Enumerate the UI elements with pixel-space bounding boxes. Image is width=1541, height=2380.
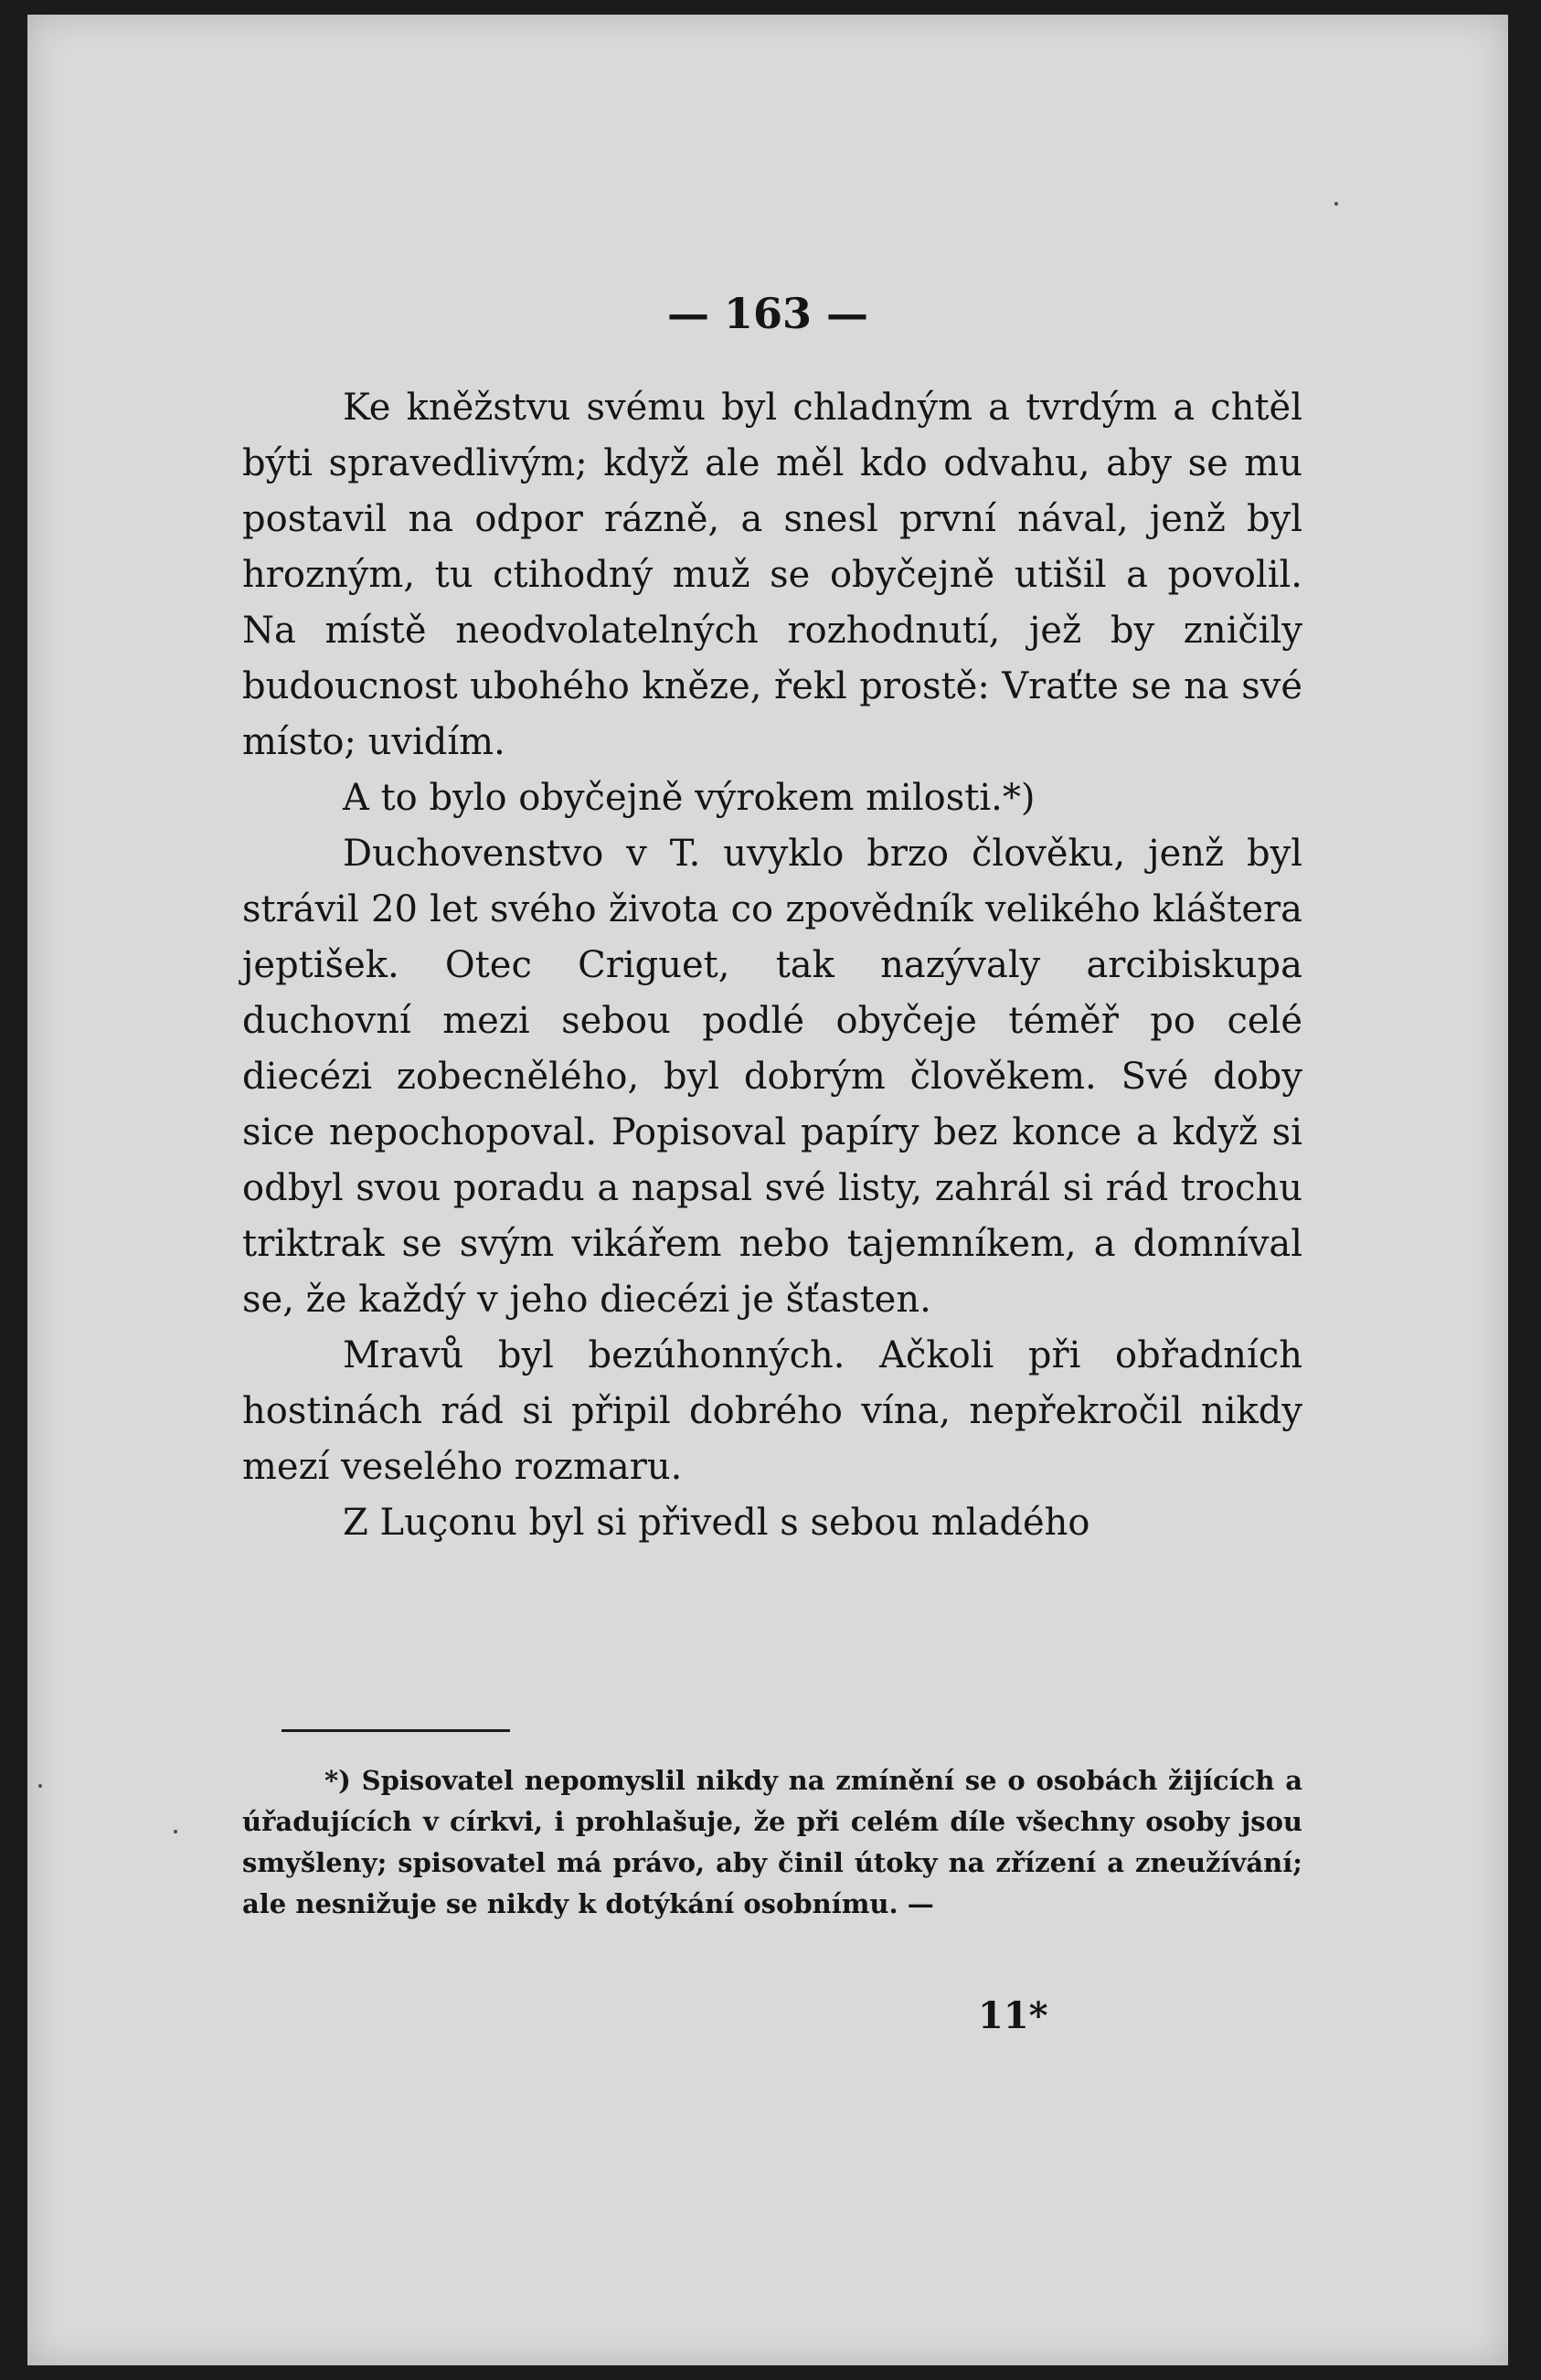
signature-mark: 11* xyxy=(978,1994,1048,2037)
footnote-text: *) Spisovatel nepomyslil nikdy na zmínění se o osobách žijících a úřadujících v církvi, i prohlašuje, že při celém díle všechny osoby jsou smyšleny; spisovatel má právo, aby činil útoky na zřízení a zneužívání; ale nesnižuje se nikdy k dotýkání osobnímu. — xyxy=(242,1765,1302,1919)
paragraph-2: A to bylo obyčejně výrokem milosti.*) xyxy=(343,777,1036,819)
page-number-header: — 163 — xyxy=(666,289,869,338)
footnote xyxy=(242,1760,1302,1925)
print-speck xyxy=(174,1830,177,1833)
paragraph-5: Z Luçonu byl si přivedl s sebou mladého xyxy=(343,1502,1090,1544)
print-speck xyxy=(38,1784,42,1788)
footnote-divider xyxy=(282,1729,510,1732)
main-text xyxy=(242,380,1302,1551)
print-speck xyxy=(1334,202,1338,206)
paragraph-4: Mravů byl bezúhonných. Ačkoli při obřadních hostinách rád si připil dobrého vína, nepřekročil nikdy mezí veselého rozmaru. xyxy=(242,1334,1302,1488)
paragraph-1: Ke kněžstvu svému byl chladným a tvrdým a chtěl býti spravedlivým; když ale měl kdo odvahu, aby se mu postavil na odpor rázně, a snesl první nával, jenž byl hrozným, tu ctihodný muž se obyčejně utišil a povolil. Na místě neodvolatelných rozhodnutí, jež by zničily budoucnost ubohého kněze, řekl prostě: Vraťte se na své místo; uvidím. xyxy=(242,387,1302,763)
book-page xyxy=(27,15,1508,2365)
paragraph-3: Duchovenstvo v T. uvyklo brzo člověku, jenž byl strávil 20 let svého života co zpovědník velikého kláštera jeptišek. Otec Criguet, tak nazývaly arcibiskupa duchovní mezi sebou podlé obyčeje téměř po celé diecézi zobecnělého, byl dobrým člověkem. Své doby sice nepochopoval. Popisoval papíry bez konce a když si odbyl svou poradu a napsal své listy, zahrál si rád trochu triktrak se svým vikářem nebo tajemníkem, a domníval se, že každý v jeho diecézi je šťasten. xyxy=(242,833,1302,1321)
